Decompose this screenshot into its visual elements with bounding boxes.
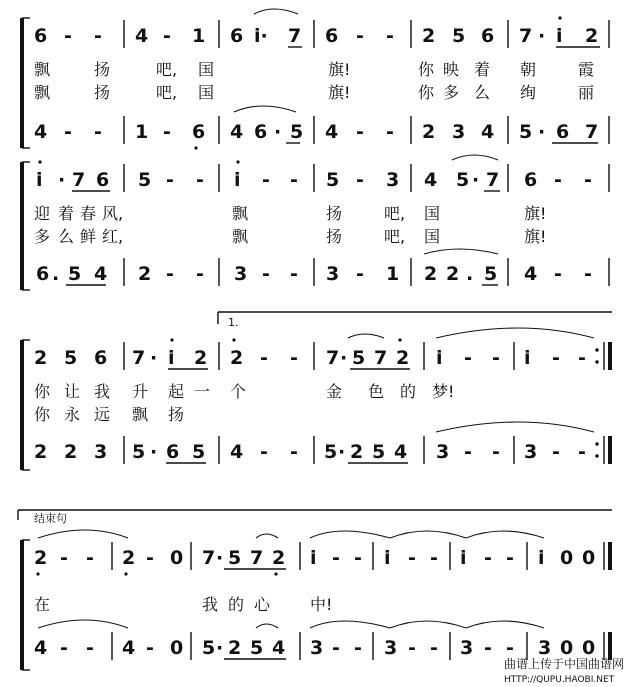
system-1-lyrics-verse-2 xyxy=(34,83,594,102)
note: i xyxy=(538,547,545,569)
note: - xyxy=(356,263,364,285)
note: 7 xyxy=(250,547,264,569)
note: 5 xyxy=(68,263,82,285)
system-1-lyrics-verse-1 xyxy=(34,60,594,79)
note: 6 xyxy=(481,25,495,47)
note: 5 xyxy=(326,169,340,191)
note: i xyxy=(310,547,317,569)
lyric: 永 xyxy=(64,405,81,424)
lyric: 朝 xyxy=(520,60,537,79)
lyric: 升 xyxy=(132,382,149,401)
lyric: 扬 xyxy=(168,405,185,424)
note: 4 xyxy=(135,25,149,47)
note: i xyxy=(36,169,43,191)
note: 6 xyxy=(34,25,48,47)
note: - xyxy=(354,637,362,659)
note: - xyxy=(386,25,394,47)
note: · xyxy=(538,25,546,47)
note: - xyxy=(484,637,492,659)
note: 4 xyxy=(34,637,48,659)
note: 6 xyxy=(325,25,339,47)
lyric: 旗! xyxy=(328,60,351,79)
note: 3 xyxy=(524,441,538,463)
note: - xyxy=(430,637,438,659)
note: 5 xyxy=(519,121,533,143)
note: 2 xyxy=(122,547,136,569)
note: · xyxy=(150,347,158,369)
note: 0 xyxy=(170,637,184,659)
note: 0 xyxy=(560,547,574,569)
note: 5 xyxy=(324,441,338,463)
lyric: 着 xyxy=(474,60,491,79)
note: 2 xyxy=(396,347,410,369)
lyric: 霞 xyxy=(578,60,595,79)
note: 6 xyxy=(166,441,180,463)
system-4-lower-voice xyxy=(34,620,595,659)
note: - xyxy=(86,547,94,569)
note: 4 xyxy=(272,637,286,659)
watermark-title: 曲谱上传于中国曲谱网 xyxy=(504,657,625,671)
note: - xyxy=(94,25,102,47)
note: - xyxy=(146,547,154,569)
system-4 xyxy=(18,510,612,670)
system-2-lyrics-verse-2 xyxy=(34,227,546,246)
note: - xyxy=(290,347,298,369)
system-3-lyrics-verse-1 xyxy=(34,382,454,401)
note: 0 xyxy=(582,637,596,659)
note: 7 xyxy=(374,347,388,369)
note: 2 xyxy=(34,547,48,569)
note: 4 xyxy=(481,121,495,143)
note: 6 xyxy=(254,121,268,143)
note: 3 xyxy=(386,169,400,191)
note: 5 xyxy=(138,169,152,191)
ending-phrase-marker xyxy=(18,510,612,525)
lyric: 飘 xyxy=(232,204,249,223)
note: 6 xyxy=(36,263,50,285)
note: 6 xyxy=(524,169,538,191)
note: 5 xyxy=(352,347,366,369)
note: - xyxy=(196,169,204,191)
note: - xyxy=(354,547,362,569)
note: - xyxy=(356,121,364,143)
lyric: 春 xyxy=(80,204,97,223)
system-1-lower-voice xyxy=(34,106,598,150)
note: i xyxy=(168,347,175,369)
lyric: 映 xyxy=(443,60,460,79)
lyric: 中! xyxy=(310,595,333,614)
note: 3 xyxy=(538,637,552,659)
note: 6 xyxy=(230,25,244,47)
note: - xyxy=(260,347,268,369)
note: · xyxy=(538,121,546,143)
note: 0 xyxy=(170,547,184,569)
note: 1 xyxy=(135,121,149,143)
note: i xyxy=(460,547,467,569)
lyric: 起 xyxy=(168,382,185,401)
note: - xyxy=(332,547,340,569)
note: 7 xyxy=(288,25,302,47)
note: - xyxy=(356,25,364,47)
lyric: 飘 xyxy=(232,227,249,246)
lyric: 你 xyxy=(34,405,51,424)
note: i xyxy=(436,347,443,369)
note: 0 xyxy=(582,547,596,569)
system-3 xyxy=(22,312,612,470)
note: - xyxy=(492,441,500,463)
note: 2 xyxy=(230,347,244,369)
note: - xyxy=(64,121,72,143)
note: 2 xyxy=(446,263,460,285)
note: - xyxy=(484,547,492,569)
ending-phrase-label: 结束句 xyxy=(34,512,67,525)
note: - xyxy=(464,441,472,463)
system-3-lyrics-verse-2 xyxy=(34,405,184,424)
note: - xyxy=(578,441,586,463)
note: 2 xyxy=(194,347,208,369)
note: - xyxy=(260,441,268,463)
system-1-upper-voice xyxy=(34,9,600,47)
note: - xyxy=(430,547,438,569)
system-4-upper-voice xyxy=(34,530,595,576)
note: · xyxy=(274,121,282,143)
note: - xyxy=(408,637,416,659)
lyric: 色 xyxy=(368,382,385,401)
note: 4 xyxy=(424,169,438,191)
note: - xyxy=(60,547,68,569)
note: i· xyxy=(254,25,268,47)
note: 3 xyxy=(94,441,108,463)
note: 4 xyxy=(122,637,136,659)
note: 3 xyxy=(384,637,398,659)
note: - xyxy=(163,25,171,47)
note: 2 xyxy=(350,441,364,463)
lyric: 心 xyxy=(254,595,271,614)
note: - xyxy=(262,263,270,285)
note: - xyxy=(584,169,592,191)
note: 5 xyxy=(484,263,498,285)
note: 6 xyxy=(94,347,108,369)
note: - xyxy=(552,347,560,369)
note: 4 xyxy=(34,121,48,143)
note: 5 xyxy=(192,441,206,463)
note: - xyxy=(163,121,171,143)
lyric: 金 xyxy=(326,382,343,401)
lyric: 扬 xyxy=(94,60,111,79)
note: 6 xyxy=(192,121,206,143)
note: 0 xyxy=(560,637,574,659)
watermark-url: HTTP://QUPU.HAOBI.NET xyxy=(504,675,615,685)
note: - xyxy=(578,347,586,369)
lyric: 鲜 xyxy=(80,227,97,246)
note: 4 xyxy=(230,441,244,463)
note: 3 xyxy=(452,121,466,143)
lyric: 旗! xyxy=(524,204,547,223)
note: 5 xyxy=(290,121,304,143)
note: - xyxy=(290,263,298,285)
lyric: 梦! xyxy=(432,382,455,401)
note: - xyxy=(146,637,154,659)
note: 5 xyxy=(202,637,216,659)
lyric: 飘 xyxy=(132,405,149,424)
note: - xyxy=(492,347,500,369)
lyric: 吧, xyxy=(384,204,406,223)
note: · xyxy=(472,169,480,191)
note: . xyxy=(52,263,60,285)
lyric: 着 xyxy=(58,204,75,223)
note: - xyxy=(60,637,68,659)
note: - xyxy=(166,169,174,191)
lyric: 扬 xyxy=(94,83,111,102)
lyric: 我 xyxy=(94,382,111,401)
note: 5 xyxy=(452,25,466,47)
note: - xyxy=(166,263,174,285)
note: - xyxy=(86,637,94,659)
note: - xyxy=(332,637,340,659)
lyric: 么 xyxy=(58,227,75,246)
note: 2 xyxy=(228,637,242,659)
note: 7 xyxy=(72,169,86,191)
lyric: 迎 xyxy=(34,204,51,223)
note: - xyxy=(408,547,416,569)
note: · xyxy=(58,169,66,191)
note: - xyxy=(554,263,562,285)
note: 3 xyxy=(460,637,474,659)
note: · xyxy=(150,441,158,463)
lyric: 在 xyxy=(34,595,51,614)
note: 5 xyxy=(228,547,242,569)
note: 3 xyxy=(326,263,340,285)
note: i xyxy=(384,547,391,569)
note: 4 xyxy=(325,121,339,143)
lyric: 我 xyxy=(202,595,219,614)
lyric: 多 xyxy=(34,227,51,246)
lyric: 风, xyxy=(102,204,124,223)
note: - xyxy=(584,263,592,285)
note: i xyxy=(234,169,241,191)
note: - xyxy=(552,441,560,463)
lyric: 国 xyxy=(424,204,441,223)
note: 2 xyxy=(64,441,78,463)
lyric: 旗! xyxy=(524,227,547,246)
note: - xyxy=(506,547,514,569)
note: 4 xyxy=(230,121,244,143)
note: 5 xyxy=(456,169,470,191)
lyric: 国 xyxy=(198,60,215,79)
note: - xyxy=(262,169,270,191)
note: · xyxy=(216,547,224,569)
volta-1-label: 1. xyxy=(228,316,239,329)
note: 2 xyxy=(422,25,436,47)
lyric: 一 xyxy=(194,382,211,401)
note: i xyxy=(524,347,531,369)
lyric: 你 xyxy=(34,382,51,401)
note: 7 xyxy=(202,547,216,569)
note: 7 xyxy=(519,25,533,47)
lyric: 个 xyxy=(230,382,247,401)
note: 2 xyxy=(422,121,436,143)
lyric: 扬 xyxy=(326,227,343,246)
note: 4 xyxy=(94,263,108,285)
note: 1 xyxy=(386,263,400,285)
note: 3 xyxy=(310,637,324,659)
system-4-lyrics xyxy=(34,595,332,614)
note: . xyxy=(466,263,474,285)
note: · xyxy=(340,347,348,369)
lyric: 吧, xyxy=(156,83,178,102)
lyric: 远 xyxy=(94,405,111,424)
note: 7 xyxy=(585,121,599,143)
lyric: 国 xyxy=(424,227,441,246)
note: - xyxy=(290,169,298,191)
note: 5 xyxy=(372,441,386,463)
volta-1 xyxy=(218,312,612,329)
system-2-lyrics-verse-1 xyxy=(34,204,546,223)
lyric: 旗! xyxy=(328,83,351,102)
note: 5 xyxy=(250,637,264,659)
lyric: 扬 xyxy=(326,204,343,223)
note: - xyxy=(64,25,72,47)
note: 4 xyxy=(394,441,408,463)
lyric: 丽 xyxy=(578,83,595,102)
lyric: 红, xyxy=(102,227,124,246)
note: i xyxy=(556,25,563,47)
system-1 xyxy=(22,9,609,150)
note: - xyxy=(506,637,514,659)
note: 7 xyxy=(486,169,500,191)
lyric: 吧, xyxy=(384,227,406,246)
lyric: 让 xyxy=(64,382,81,401)
lyric: 吧, xyxy=(156,60,178,79)
note: 1 xyxy=(192,25,206,47)
system-2 xyxy=(22,155,609,290)
note: · xyxy=(338,441,346,463)
lyric: 绚 xyxy=(520,83,537,102)
note: - xyxy=(554,169,562,191)
note: - xyxy=(356,169,364,191)
note: 2 xyxy=(34,441,48,463)
note: 2 xyxy=(34,347,48,369)
note: - xyxy=(196,263,204,285)
note: 3 xyxy=(234,263,248,285)
note: 7 xyxy=(326,347,340,369)
note: 2 xyxy=(138,263,152,285)
site-watermark xyxy=(504,656,624,685)
note: 5 xyxy=(64,347,78,369)
note: - xyxy=(290,441,298,463)
note: · xyxy=(216,637,224,659)
note: 5 xyxy=(132,441,146,463)
note: 6 xyxy=(556,121,570,143)
note: - xyxy=(386,121,394,143)
note: 7 xyxy=(132,347,146,369)
lyric: 你 xyxy=(418,60,435,79)
lyric: 飘 xyxy=(34,83,51,102)
note: 2 xyxy=(585,25,599,47)
lyric: 的 xyxy=(228,595,245,614)
lyric: 多 xyxy=(443,83,460,102)
note: 2 xyxy=(424,263,438,285)
note: - xyxy=(464,347,472,369)
lyric: 飘 xyxy=(34,60,51,79)
note: 2 xyxy=(272,547,286,569)
lyric: 的 xyxy=(400,382,417,401)
note: - xyxy=(94,121,102,143)
lyric: 么 xyxy=(474,83,491,102)
lyric: 你 xyxy=(418,83,435,102)
note: 3 xyxy=(436,441,450,463)
lyric: 国 xyxy=(198,83,215,102)
note: 6 xyxy=(96,169,110,191)
note: 4 xyxy=(524,263,538,285)
